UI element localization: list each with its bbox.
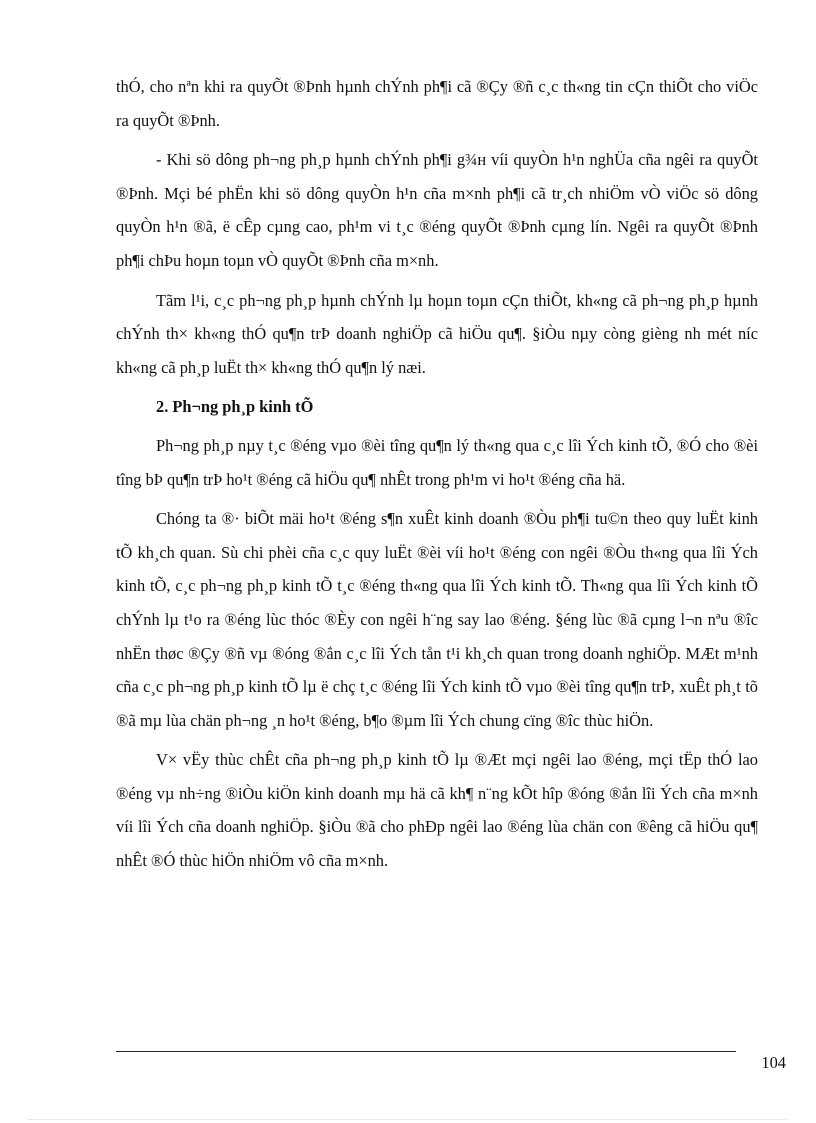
paragraph-6: V× vËy thùc chÊt cña ph¬ng ph¸p kinh tÕ lµ ®Æt mçi ngêi lao ®éng, mçi tËp thÓ lao ®éng vµ nh÷ng ®iÒu kiÖn kinh doanh mµ hä cã kh¶ n¨ng kÕt hîp ®óng ®ắn lîi Ých cña m×nh víi lîi Ých cña doanh nghiÖp. §iÒu ®ã cho phÐp ngêi lao ®éng lùa chän con ®êng cã hiÖu qu¶ nhÊt ®Ó thùc hiÖn nhiÖm vô cña m×nh.	[116, 750, 758, 871]
paragraph-5: Chóng ta ®· biÕt mäi ho¹t ®éng s¶n xuÊt kinh doanh ®Òu ph¶i tu©n theo quy luËt kinh tÕ kh¸ch quan. Sù chi phèi cña c¸c quy luËt ®èi víi ho¹t ®éng con ngêi ®Òu th«ng qua lîi Ých kinh tÕ, c¸c ph¬ng ph¸p kinh tÕ t¸c ®éng th«ng qua lîi Ých kinh tÕ. Th«ng qua lîi Ých kinh tÕ chÝnh lµ t¹o ra ®éng lùc thóc ®Èy con ngêi h¨ng say lao ®éng. §éng lùc ®ã cµng l¬n nªu ®îc nhËn thøc ®Çy ®ñ vµ ®óng ®ắn c¸c lîi Ých tån t¹i kh¸ch quan trong doanh nghiÖp. MÆt m¹nh cña c¸c ph¬ng ph¸p kinh tÕ lµ ë chç t¸c ®éng lîi Ých kinh tÕ vµo ®èi tîng qu¶n trÞ, xuÊt ph¸t tõ ®ã mµ lùa chän ph¬ng ¸n ho¹t ®éng, b¶o ®µm lîi Ých chung cïng ®îc thùc hiÖn.	[116, 509, 758, 730]
paragraph-2: - Khi sö dông ph¬ng ph¸p hµnh chÝnh ph¶i g¾н víi quyÒn h¹n nghÜa cña ngêi ra quyÕt ®Þnh. Mçi bé phËn khi sö dông quyÒn h¹n cña m×nh ph¶i cã tr¸ch nhiÖm vÒ viÖc sö dông quyÒn h¹n ®ã, ë cÊp cµng cao, ph¹m vi t¸c ®éng quyÕt ®Þnh cµng lín. Ngêi ra quyÕt ®Þnh ph¶i chÞu hoµn toµn vÒ quyÕt ®Þnh cña m×nh.	[116, 150, 758, 270]
paragraph-3: Tãm l¹i, c¸c ph¬ng ph¸p hµnh chÝnh lµ hoµn toµn cÇn thiÕt, kh«ng cã ph¬ng ph¸p hµnh chÝnh th× kh«ng thÓ qu¶n trÞ doanh nghiÖp cã hiÖu qu¶. §iÒu nµy còng gièng nh mét níc kh«ng cã ph¸p luËt th× kh«ng thÓ qu¶n lý næi.	[116, 290, 758, 377]
body-text	[116, 70, 758, 884]
page-bottom-border	[28, 1119, 788, 1120]
section-heading: 2. Ph¬ng ph¸p kinh tÕ	[156, 397, 314, 417]
footer-divider	[116, 1051, 736, 1052]
paragraph-4: Ph¬ng ph¸p nµy t¸c ®éng vµo ®èi tîng qu¶n lý th«ng qua c¸c lîi Ých kinh tÕ, ®Ó cho ®èi tîng bÞ qu¶n trÞ ho¹t ®éng cã hiÖu qu¶ nhÊt trong ph¹m vi ho¹t ®éng cña hä.	[116, 435, 758, 489]
page-number: 104	[761, 1053, 786, 1072]
paragraph-1: thÓ, cho nªn khi ra quyÕt ®Þnh hµnh chÝnh ph¶i cã ®Çy ®ñ c¸c th«ng tin cÇn thiÕt cho viÖc ra quyÕt ®Þnh.	[116, 77, 758, 130]
